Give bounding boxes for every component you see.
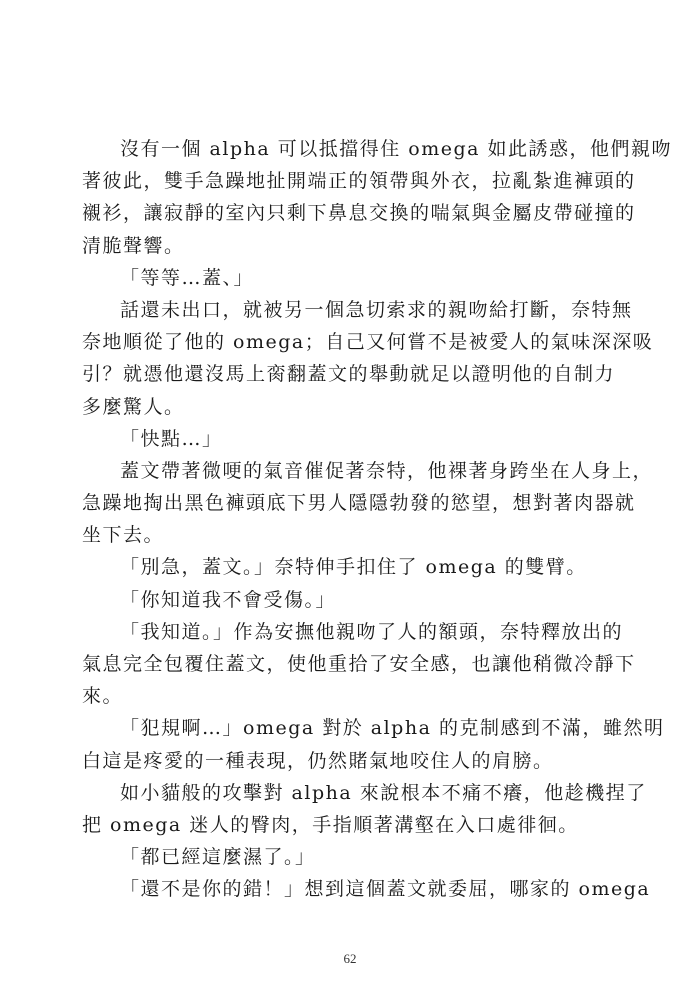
text-line: 多麼驚人。 [82, 395, 185, 418]
page-number: 62 [343, 951, 357, 966]
text-line: 坐下去。 [82, 524, 165, 547]
text-line: 「你知道我不會受傷。」 [120, 588, 337, 611]
text-line: 如小貓般的攻擊對 alpha 來說根本不痛不癢，他趁機捏了 [120, 781, 647, 804]
text-line: 「等等…蓋、」 [120, 266, 255, 289]
text-line: 白這是疼愛的一種表現，仍然賭氣地咬住人的肩膀。 [82, 749, 554, 772]
text-line: 把 omega 迷人的臀肉，手指順著溝壑在入口處徘徊。 [82, 813, 579, 836]
text-line: 著彼此，雙手急躁地扯開端正的領帶與外衣，拉亂紮進褲頭的 [82, 170, 636, 193]
text-line: 「別急，蓋文。」奈特伸手扣住了 omega 的雙臂。 [120, 556, 587, 579]
text-line: 「快點…」 [120, 427, 223, 450]
text-line: 「我知道。」作為安撫他親吻了人的額頭，奈特釋放出的 [120, 620, 624, 643]
text-line: 來。 [82, 685, 124, 708]
text-line: 「犯規啊…」omega 對於 alpha 的克制感到不滿，雖然明 [120, 717, 665, 740]
text-line: 「都已經這麼濕了。」 [120, 846, 316, 869]
text-line: 氣息完全包覆住蓋文，使他重拾了安全感，也讓他稍微冷靜下 [82, 653, 636, 675]
body-text [82, 133, 672, 906]
text-line: 襯衫，讓寂靜的室內只剩下鼻息交換的喘氣與金屬皮帶碰撞的 [82, 202, 636, 225]
text-line: 引？就憑他還沒馬上脔翻蓋文的舉動就足以證明他的自制力 [82, 363, 616, 386]
text-line: 話還未出口，就被另一個急切索求的親吻給打斷，奈特無 [120, 298, 633, 321]
text-line: 急躁地掏出黑色褲頭底下男人隱隱勃發的慾望，想對著肉器就 [82, 492, 636, 515]
text-line: 「還不是你的錯！」想到這個蓋文就委屈，哪家的 omega [120, 878, 651, 901]
text-line: 沒有一個 alpha 可以抵擋得住 omega 如此誘惑，他們親吻 [120, 138, 672, 160]
text-line: 奈地順從了他的 omega；自己又何嘗不是被愛人的氣味深深吸 [82, 331, 654, 354]
text-line: 蓋文帶著微哽的氣音催促著奈特，他裸著身跨坐在人身上， [120, 459, 654, 482]
text-line: 清脆聲響。 [82, 234, 185, 257]
